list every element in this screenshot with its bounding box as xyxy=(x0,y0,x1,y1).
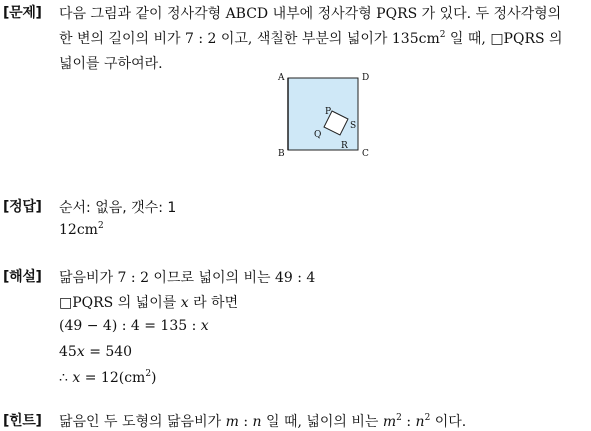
label-p: P xyxy=(325,107,332,117)
answer-tag: [정답] xyxy=(3,199,42,215)
label-s: S xyxy=(350,121,357,131)
answer-line-1: 순서: 없음, 갯수: 1 xyxy=(59,200,177,216)
label-b: B xyxy=(278,149,285,159)
problem-line-3: 넓이를 구하여라. xyxy=(59,56,163,72)
square-figure xyxy=(274,70,378,162)
answer-line-2: $12cm^2$ xyxy=(59,221,104,238)
hint-line: 닮음인 두 도형의 닮음비가 m : n 일 때, 넓이의 비는 $m^2$ : $n^2$ 이다. xyxy=(59,413,467,430)
solution-line-1: 닮음비가 7 : 2 이므로 넓이의 비는 49 : 4 xyxy=(59,270,316,286)
problem-tag: [문제] xyxy=(3,5,42,21)
label-c: C xyxy=(362,149,369,159)
square-abcd-shaded xyxy=(288,78,358,150)
label-d: D xyxy=(362,73,370,83)
problem-line-2: 한 변의 길이의 비가 7 : 2 이고, 색칠한 부분의 넓이가 $135cm^2$ 일 때, □PQRS 의 xyxy=(59,30,563,47)
solution-line-5: ∴ $x = 12(cm^2)$ xyxy=(59,369,157,386)
solution-line-4: 45x = 540 xyxy=(59,344,133,360)
hint-tag: [힌트] xyxy=(3,413,42,429)
problem-line-1: 다음 그림과 같이 정사각형 ABCD 내부에 정사각형 PQRS 가 있다. 두 정사각형의 xyxy=(59,6,562,22)
label-a: A xyxy=(278,73,285,83)
solution-tag: [해설] xyxy=(3,269,42,285)
solution-line-2: □PQRS 의 넓이를 x 라 하면 xyxy=(59,295,239,311)
label-q: Q xyxy=(314,130,322,140)
solution-line-3: (49 − 4) : 4 = 135 : x xyxy=(59,318,209,334)
label-r: R xyxy=(341,141,348,151)
